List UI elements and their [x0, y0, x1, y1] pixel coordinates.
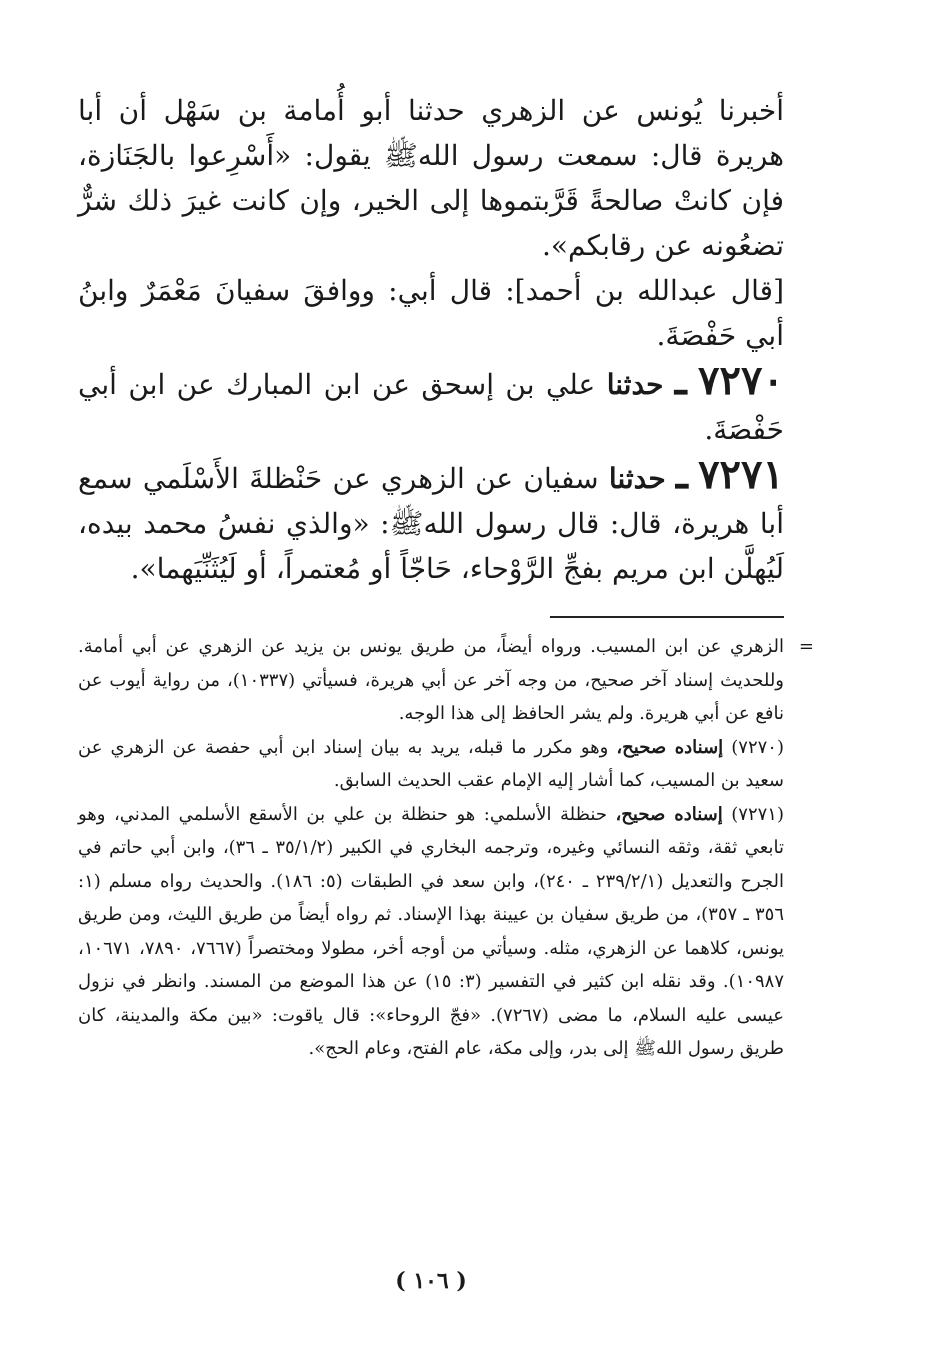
- hadith-number: ٧٢٧٠: [698, 357, 784, 404]
- hadith-7271: [78, 452, 784, 591]
- hadith-number-separator: ـ: [674, 357, 687, 404]
- page-number: ( ١٠٦ ): [395, 1268, 467, 1294]
- editor-note-text: [قال عبدالله بن أحمد]: قال أبي: ووافقَ سفيانَ مَعْمَرٌ وابنُ أبي حَفْصَةَ.: [78, 274, 784, 352]
- footnotes: [78, 630, 814, 1066]
- haddathana-label: حدثنا: [608, 462, 666, 495]
- haddathana-label: حدثنا: [606, 368, 664, 401]
- hadith-text: سفيان عن الزهري عن حَنْظلةَ الأَسْلَمي سمع أبا هريرة، قال: قال رسول اللهﷺ: «والذي نفسُ محمد بيده، لَيُهلَّن ابن مريم بفجِّ الرَّوْحاء، حَاجّاً أو مُعتمراً، أو لَيُثَنِّيَهما».: [78, 462, 784, 585]
- main-text: [78, 88, 784, 591]
- footnote-continuation: [78, 630, 814, 731]
- continuation-mark: =: [798, 636, 814, 657]
- hadith-number-separator: ـ: [676, 451, 688, 498]
- footnote-ref: (٧٢٧١): [731, 803, 784, 825]
- hadith-continuation: [78, 88, 784, 268]
- footnote-separator: [550, 616, 784, 618]
- hadith-7270: [78, 358, 784, 452]
- footnote-ref: (٧٢٧٠): [731, 736, 784, 758]
- footnote-text: وهو مكرر ما قبله، يريد به بيان إسناد ابن أبي حفصة عن الزهري عن سعيد بن المسيب، كما أشار إليه الإمام عقب الحديث السابق.: [78, 736, 784, 791]
- footnote-7271: [78, 798, 784, 1066]
- book-page: [78, 88, 814, 1318]
- isnad-grade: إسناده صحيح،: [616, 736, 724, 758]
- footnote-7270: [78, 731, 784, 798]
- hadith-continuation-text: أخبرنا يُونس عن الزهري حدثنا أبو أُمامة بن سَهْل أن أبا هريرة قال: سمعت رسول اللهﷺ يقول: «أَسْرِعوا بالجَنَازة، فإن كانتْ صالحةً قَرَّبتموها إلى الخير، وإن كانت غيرَ ذلك شرٌّ تضعُونه عن رقابكم».: [78, 94, 785, 262]
- isnad-grade: إسناده صحيح،: [615, 803, 723, 825]
- editor-note: [78, 268, 784, 358]
- hadith-number: ٧٢٧١: [698, 451, 784, 498]
- footnote-text: حنظلة الأسلمي: هو حنظلة بن علي بن الأسقع الأسلمي المدني، وهو تابعي ثقة، وثقه النسائي وغيره، وترجمه البخاري في الكبير (٣٥/١/٢ ـ ٣٦)، وابن أبي حاتم في الجرح والتعديل (٢٣٩/٢/١ ـ ٢٤٠)، وابن سعد في الطبقات (٥: ١٨٦). والحديث رواه مسلم (١: ٣٥٦ ـ ٣٥٧)، من طريق سفيان بن عيينة بهذا الإسناد. ثم رواه أيضاً من طريق الليث، ومن طريق يونس، كلاهما عن الزهري، مثله. وسيأتي من أوجه أخر، مطولا ومختصراً (٧٦٦٧، ٧٨٩٠، ١٠٦٧١، ١٠٩٨٧). وقد نقله ابن كثير في التفسير (٣: ١٥) عن هذا الموضع من المسند. وانظر في نزول عيسى عليه السلام، ما مضى (٧٢٦٧). «فجّ الروحاء»: قال ياقوت: «بين مكة والمدينة، كان طريق رسول اللهﷺ إلى بدر، وإلى مكة، عام الفتح، وعام الحج».: [78, 803, 785, 1059]
- footnote-text: الزهري عن ابن المسيب. ورواه أيضاً، من طريق يونس بن يزيد عن الزهري عن أبي أمامة. وللحديث إسناد آخر صحيح، من وجه آخر عن أبي هريرة، فسيأتي (١٠٣٣٧)، من رواية أيوب عن نافع عن أبي هريرة. ولم يشر الحافظ إلى هذا الوجه.: [78, 636, 784, 724]
- hadith-text: علي بن إسحق عن ابن المبارك عن ابن أبي حَفْصَةَ.: [78, 368, 784, 446]
